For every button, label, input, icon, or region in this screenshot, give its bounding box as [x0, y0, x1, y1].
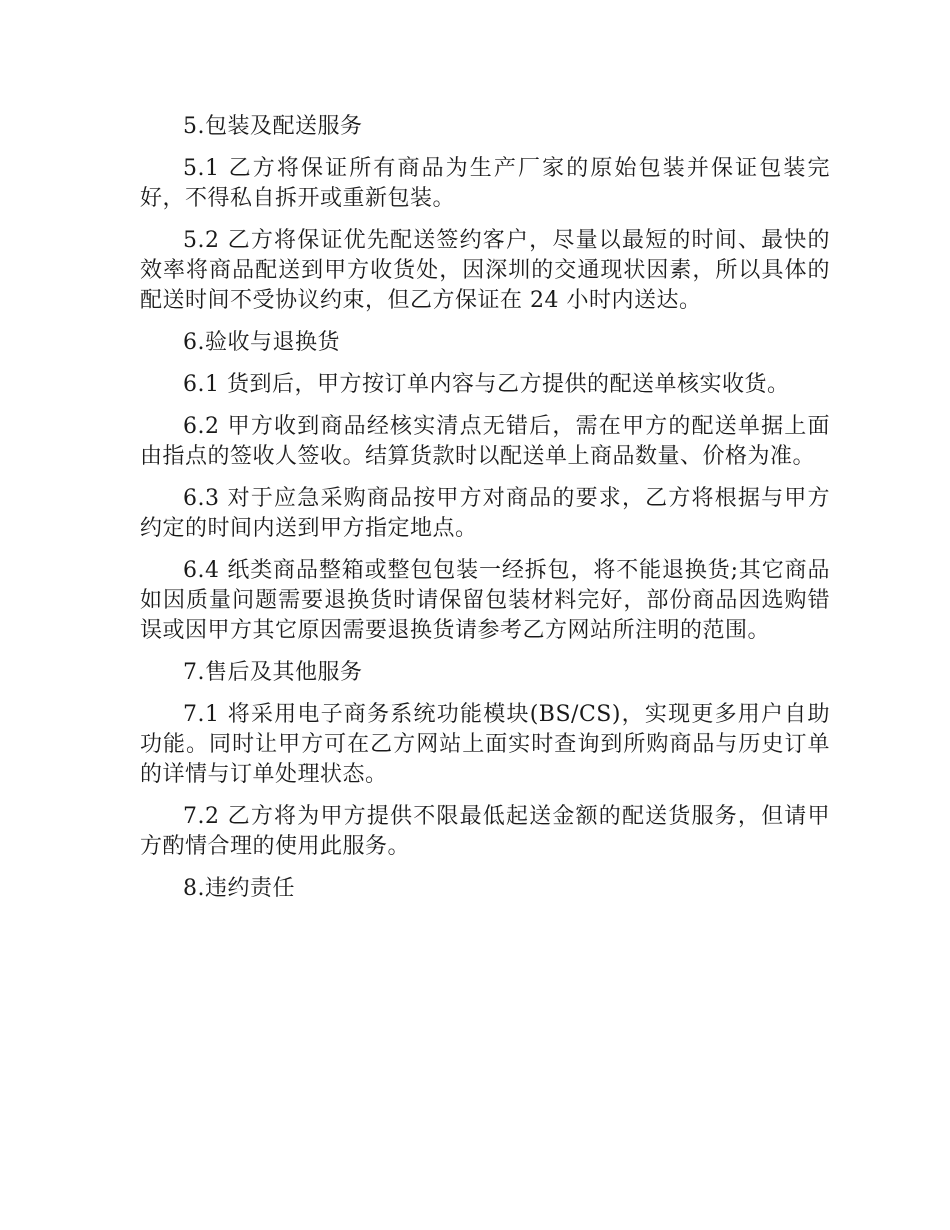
- section-heading-8: 8.违约责任: [183, 876, 295, 901]
- clause-6-3: 6.3 对于应急采购商品按甲方对商品的要求，乙方将根据与甲方约定的时间内送到甲方指定地点。: [140, 486, 830, 541]
- clause-6-1: 6.1 货到后，甲方按订单内容与乙方提供的配送单核实收货。: [183, 372, 790, 397]
- clause-6-2: 6.2 甲方收到商品经核实清点无错后，需在甲方的配送单据上面由指点的签收人签收。结算货款时以配送单上商品数量、价格为准。: [140, 414, 830, 469]
- clause-6-4: 6.4 纸类商品整箱或整包包装一经拆包，将不能退换货;其它商品如因质量问题需要退换货时请保留包装材料完好，部份商品因选购错误或因甲方其它原因需要退换货请参考乙方网站所注明的范围。: [140, 558, 830, 643]
- clause-7-1: 7.1 将采用电子商务系统功能模块(BS/CS)，实现更多用户自助功能。同时让甲方可在乙方网站上面实时查询到所购商品与历史订单的详情与订单处理状态。: [140, 702, 830, 787]
- section-heading-5: 5.包装及配送服务: [183, 114, 363, 139]
- clause-5-1: 5.1 乙方将保证所有商品为生产厂家的原始包装并保证包装完好，不得私自拆开或重新包装。: [140, 156, 830, 211]
- clause-7-2: 7.2 乙方将为甲方提供不限最低起送金额的配送货服务，但请甲方酌情合理的使用此服务。: [140, 804, 830, 859]
- clause-5-2: 5.2 乙方将保证优先配送签约客户，尽量以最短的时间、最快的效率将商品配送到甲方收货处，因深圳的交通现状因素，所以具体的配送时间不受协议约束，但乙方保证在 24 小时内送达。: [140, 228, 830, 313]
- section-heading-7: 7.售后及其他服务: [183, 660, 363, 685]
- document-page: [140, 112, 830, 916]
- section-heading-6: 6.验收与退换货: [183, 330, 340, 355]
